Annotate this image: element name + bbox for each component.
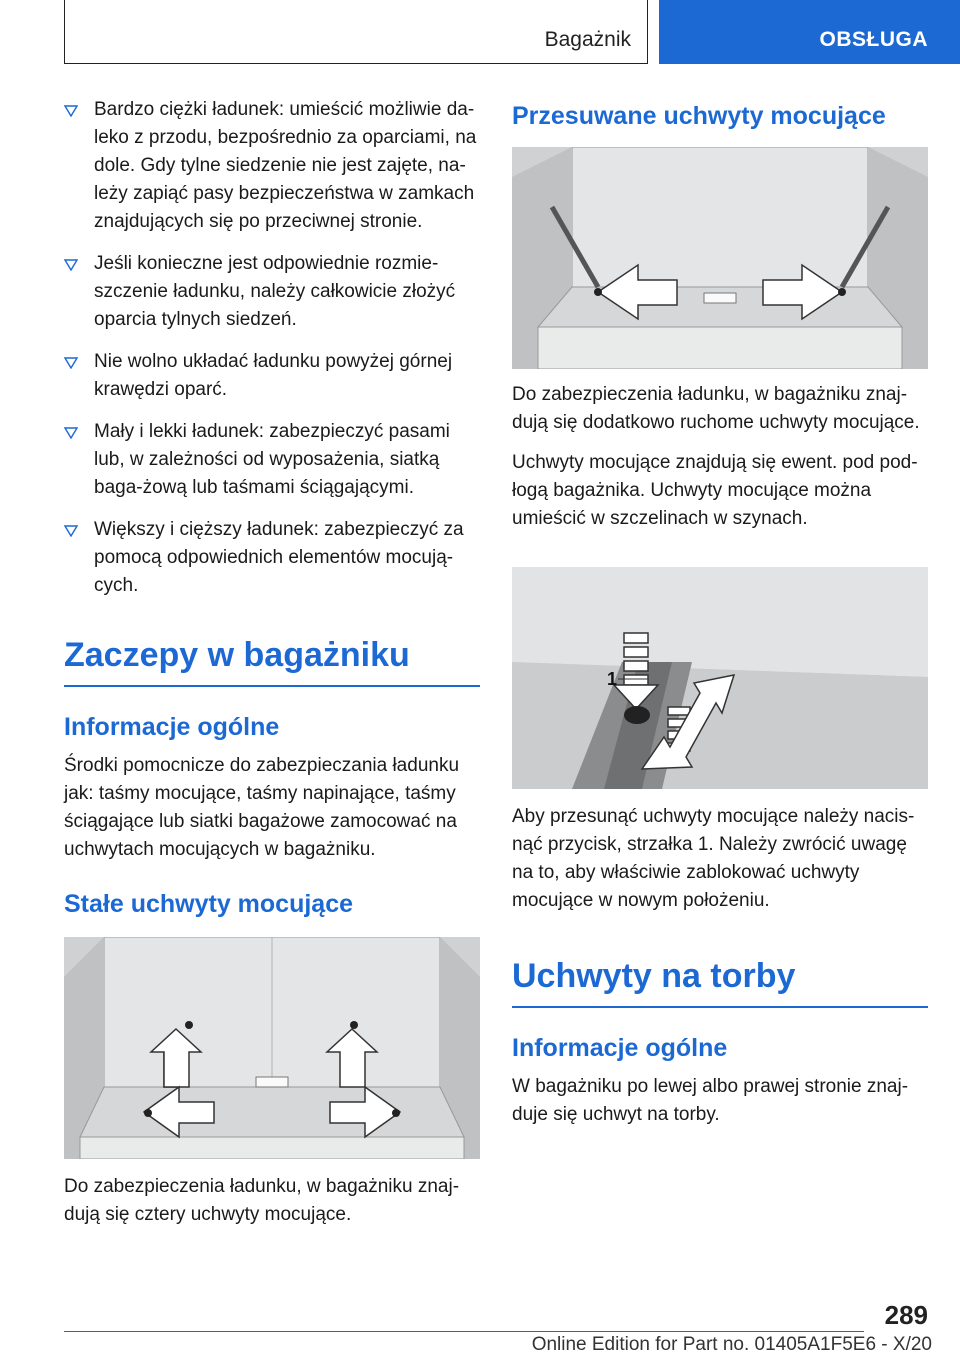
bullet-text: Większy i cięższy ładunek: zabezpieczyć za pomocą odpowiednich elementów mocują‐cych. xyxy=(94,519,464,596)
heading-bag-general-info: Informacje ogólne xyxy=(512,1034,728,1062)
heading-movable-anchors: Przesuwane uchwyty mocujące xyxy=(512,102,886,130)
triangle-bullet-icon xyxy=(64,427,78,439)
page-number: 289 xyxy=(884,1300,928,1330)
bullet-list xyxy=(64,96,480,600)
triangle-bullet-icon xyxy=(64,357,78,369)
list-item xyxy=(64,418,480,502)
footer-divider xyxy=(64,1331,864,1332)
bullet-text: Bardzo ciężki ładunek: umieścić możliwie da‐leko z przodu, bezpośrednio za oparciami, na dole. Gdy tylne siedzenie nie jest zajęte, na‐leży zapiąć pasy bezpieczeństwa w zamkach znajdujących się po przeciwnej stronie. xyxy=(94,99,477,232)
left-column xyxy=(64,96,480,1241)
section-title-zaczepy: Zaczepy w bagażniku xyxy=(64,636,480,687)
heading-general-info: Informacje ogólne xyxy=(64,713,280,741)
header-frame xyxy=(64,0,648,64)
trunk-rails-illustration xyxy=(512,147,928,369)
movable-anchors-figure xyxy=(512,147,928,369)
list-item xyxy=(64,348,480,404)
section-title-bag-hooks: Uchwyty na torby xyxy=(512,957,928,1008)
movable-text-3: Aby przesunąć uchwyty mocujące należy nacis‐nąć przycisk, strzałka 1. Należy zwrócić uwagę na to, aby właściwie zablokować uchwyty mocujące w nowym położeniu. xyxy=(512,806,915,911)
rail-slider-figure xyxy=(512,567,928,789)
figure-callout-1: 1 xyxy=(607,669,618,689)
triangle-bullet-icon xyxy=(64,105,78,117)
list-item xyxy=(64,516,480,600)
right-column xyxy=(512,102,928,1141)
bullet-text: Mały i lekki ładunek: zabezpieczyć pasami lub, w zależności od wyposażenia, siatką baga‐żową lub taśmami ściągającymi. xyxy=(94,421,450,498)
general-info-text: Środki pomocnicze do zabezpieczania ładunku jak: taśmy mocujące, taśmy napinające, taśmy ściągające lub siatki bagażowe zamocować na uchwytach mocujących w bagażniku. xyxy=(64,755,460,860)
rail-detail-illustration xyxy=(512,567,928,789)
bag-hooks-text: W bagażniku po lewej albo prawej stronie znaj‐duje się uchwyt na torby. xyxy=(512,1076,909,1125)
fixed-anchors-text: Do zabezpieczenia ładunku, w bagażniku znaj‐dują się cztery uchwyty mocujące. xyxy=(64,1176,460,1225)
movable-text-1: Do zabezpieczenia ładunku, w bagażniku znaj‐dują się dodatkowo ruchome uchwyty mocujące. xyxy=(512,384,920,433)
triangle-bullet-icon xyxy=(64,525,78,537)
movable-text-2: Uchwyty mocujące znajdują się ewent. pod pod‐łogą bagażnika. Uchwyty mocujące można umieścić w szczelinach w szynach. xyxy=(512,452,918,529)
section-tab-label: OBSŁUGA xyxy=(819,28,928,51)
list-item xyxy=(64,96,480,236)
trunk-illustration xyxy=(64,937,480,1159)
triangle-bullet-icon xyxy=(64,259,78,271)
bullet-text: Jeśli konieczne jest odpowiednie rozmie‐szczenie ładunku, należy całkowicie złożyć oparcia tylnych siedzeń. xyxy=(94,253,456,330)
section-tab[interactable] xyxy=(659,0,960,64)
heading-fixed-anchors: Stałe uchwyty mocujące xyxy=(64,890,354,918)
edition-info: Online Edition for Part no. 01405A1F5E6 - X/20 xyxy=(531,1334,932,1355)
fixed-anchors-figure xyxy=(64,937,480,1159)
list-item xyxy=(64,250,480,334)
chapter-title: Bagażnik xyxy=(544,28,631,51)
bullet-text: Nie wolno układać ładunku powyżej górnej krawędzi oparć. xyxy=(94,351,453,400)
